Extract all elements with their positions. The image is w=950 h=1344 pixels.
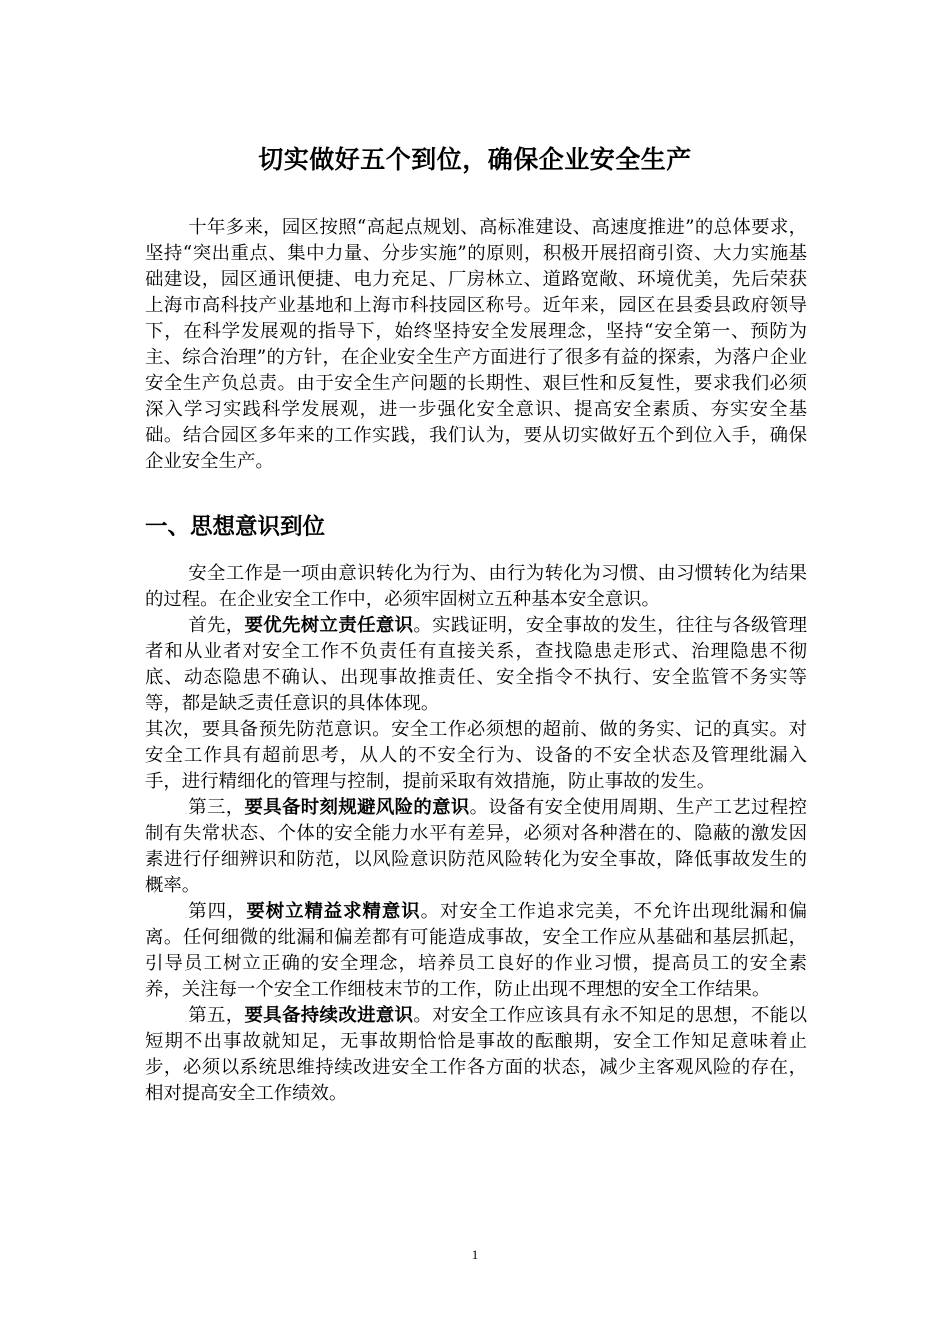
- paragraph-lead: 首先，: [188, 615, 245, 636]
- paragraph-lead: 第四，: [188, 901, 247, 922]
- section-1-paragraph-2: [145, 613, 807, 717]
- paragraph-lead: 第五，: [188, 1005, 245, 1026]
- paragraph-text: 。设备有安全使用周期、生产工艺过程控制有失常状态、个体的安全能力水平有差异，必须对各种潜在的、隐蔽的激发因素进行仔细辨识和防范，以风险意识防范风险转化为安全事故，降低事故发生的概率。: [145, 797, 807, 896]
- paragraph-text: 。对安全工作应该具有永不知足的思想，不能以短期不出事故就知足，无事故期恰恰是事故的酝酿期，安全工作知足意味着止步，必须以系统思维持续改进安全工作各方面的状态，减少主客观风险的存在，相对提高安全工作绩效。: [145, 1005, 807, 1104]
- page-number: 1: [471, 1247, 479, 1262]
- paragraph-emphasis: 要树立精益求精意识: [246, 901, 421, 922]
- intro-section: [145, 215, 807, 475]
- paragraph-text: 。对安全工作追求完美，不允许出现纰漏和偏离。任何细微的纰漏和偏差都有可能造成事故，安全工作应从基础和基层抓起，引导员工树立正确的安全理念，培养员工良好的作业习惯，提高员工的安全素养，关注每一个安全工作细枝末节的工作，防止出现不理想的安全工作结果。: [145, 901, 807, 1000]
- paragraph-emphasis: 要具备持续改进意识: [244, 1005, 414, 1026]
- paragraph-text: 。实践证明，安全事故的发生，往往与各级管理者和从业者对安全工作不负责任有直接关系，查找隐患走形式、治理隐患不彻底、动态隐患不确认、出现事故推责任、安全指令不执行、安全监管不务实等等，都是缺乏责任意识的具体体现。: [145, 615, 807, 714]
- paragraph-emphasis: 要具备时刻规避风险的意识: [244, 797, 470, 818]
- section-1-paragraph-5: [145, 899, 807, 1003]
- section-1-paragraph-1: 安全工作是一项由意识转化为行为、由行为转化为习惯、由习惯转化为结果的过程。在企业安全工作中，必须牢固树立五种基本安全意识。: [145, 563, 807, 610]
- paragraph-lead: 第三，: [188, 797, 245, 818]
- section-heading-1: 一、思想意识到位: [145, 514, 326, 540]
- intro-paragraph: 十年多来，园区按照“高起点规划、高标准建设、高速度推进”的总体要求，坚持“突出重点、集中力量、分步实施”的原则，积极开展招商引资、大力实施基础建设，园区通讯便捷、电力充足、厂房林立、道路宽敞、环境优美，先后荣获上海市高科技产业基地和上海市科技园区称号。近年来，园区在县委县政府领导下，在科学发展观的指导下，始终坚持安全发展理念，坚持“安全第一、预防为主、综合治理”的方针，在企业安全生产方面进行了很多有益的探索，为落户企业安全生产负总责。由于安全生产问题的长期性、艰巨性和反复性，要求我们必须深入学习实践科学发展观，进一步强化安全意识、提高安全素质、夯实安全基础。结合园区多年来的工作实践，我们认为，要从切实做好五个到位入手，确保企业安全生产。: [145, 217, 807, 472]
- section-1-body: [145, 561, 807, 1107]
- section-1-paragraph-3: 其次，要具备预先防范意识。安全工作必须想的超前、做的务实、记的真实。对安全工作具有超前思考，从人的不安全行为、设备的不安全状态及管理纰漏入手，进行精细化的管理与控制，提前采取有效措施，防止事故的发生。: [145, 719, 807, 792]
- section-1-paragraph-4: [145, 795, 807, 899]
- section-1-paragraph-6: [145, 1003, 807, 1107]
- document-title: 切实做好五个到位，确保企业安全生产: [258, 145, 692, 174]
- paragraph-emphasis: 要优先树立责任意识: [244, 615, 414, 636]
